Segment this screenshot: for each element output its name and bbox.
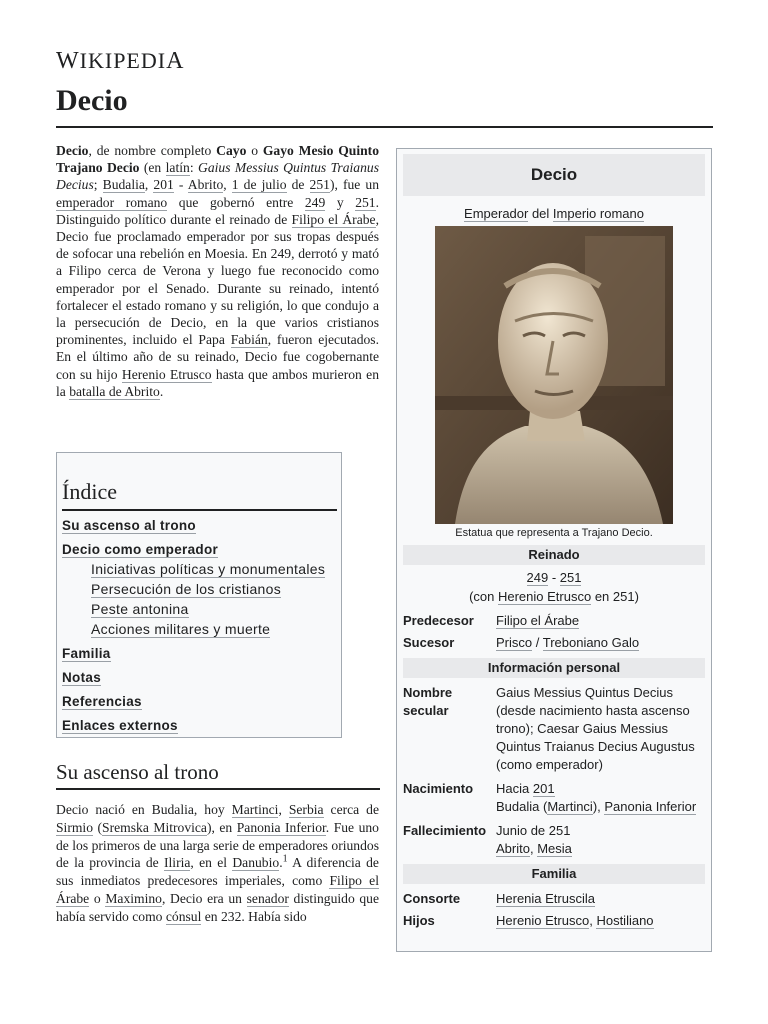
toc-subitem-label[interactable]: Iniciativas políticas y monumentales [91,561,326,577]
label-hijos: Hijos [403,913,435,928]
value-predecesor [496,612,705,630]
toc-item-label[interactable]: Su ascenso al trono [62,518,196,533]
link-251[interactable]: 251 [309,177,330,193]
toc-item-enlaces[interactable] [62,717,341,735]
bold-name: Decio [56,143,89,158]
text: : [189,160,199,176]
reinado-value [397,568,711,587]
link-martinci[interactable]: Martinci [547,799,593,814]
label-predecesor: Predecesor [403,613,474,628]
toc-subitem[interactable] [91,579,341,599]
link-imperio-romano[interactable]: Imperio romano [552,206,644,221]
toc-subitem[interactable] [91,619,341,639]
link-fabian[interactable]: Fabián [230,332,268,348]
text: A diferencia de sus inmediatos predecesores imperiales, como [56,855,379,889]
link-prisco[interactable]: Prisco [496,635,533,650]
row-hijos [403,912,705,930]
toc-item-su-ascenso[interactable] [62,517,341,535]
label-sucesor: Sucesor [403,635,455,650]
text: , [144,177,154,193]
text: en 232. Había sido [201,908,307,924]
row-predecesor [403,612,705,630]
link-herenio-etrusco[interactable]: Herenio Etrusco [497,589,592,604]
text: de [286,177,310,193]
section-paragraph [56,801,379,949]
text: o [246,143,263,158]
portrait-caption: Estatua que representa a Trajano Decio. [455,527,653,539]
link-249[interactable]: 249 [304,194,326,210]
text: Budalia ( [496,799,548,814]
link-treboniano-galo[interactable]: Treboniano Galo [542,635,640,650]
toc-subitem[interactable] [91,559,341,579]
toc-item-notas[interactable] [62,669,341,687]
toc-subitem-label[interactable]: Persecución de los cristianos [91,581,282,597]
label-consorte: Consorte [403,891,461,906]
link-249[interactable]: 249 [526,570,549,585]
link-serbia[interactable]: Serbia [288,802,324,817]
text: Junio de 251 [496,823,571,838]
table-of-contents [56,452,342,738]
link-filipo-el-arabe[interactable]: Filipo el Árabe [496,613,580,628]
bold-full-name: Gayo Mesio Quinto Trajano Decio [56,143,379,176]
text: . [279,855,283,871]
footnote-ref[interactable]: 1 [282,853,288,865]
link-panonia-inferior[interactable]: Panonia Inferior [604,799,697,814]
text: / [532,635,543,650]
infobox-title: Decio [403,154,705,196]
text: Decio nació en Budalia, hoy [56,802,232,817]
wordmark-w: W [56,48,80,74]
text: , fueron ejecutados. En el último año de su reinado, Decio fue cogobernante con su hijo [56,332,379,382]
text: . [159,383,164,399]
row-nacimiento [403,780,705,816]
text: , de nombre completo [88,143,217,158]
section-header-personal: Información personal [403,658,705,678]
toc-item-label[interactable]: Referencias [62,694,142,709]
toc-subitem[interactable] [91,599,341,619]
value-nacimiento [496,780,705,816]
text: y [325,194,356,210]
toc-title: Índice [62,479,117,504]
link-budalia[interactable]: Budalia [102,177,145,193]
value-consorte [496,890,705,908]
link-maximino[interactable]: Maximino [105,890,162,906]
text: hasta que ambos murieron en la [56,366,379,399]
text: ; [93,177,103,193]
value-fallecimiento [496,822,705,858]
text: , en el [190,855,233,871]
text: , [589,913,597,928]
link-consul[interactable]: cónsul [165,908,202,924]
link-herenio-etrusco[interactable]: Herenio Etrusco [121,366,212,382]
link-filipo-el-arabe[interactable]: Filipo el Árabe [56,873,379,906]
row-nombre-secular [403,684,705,774]
link-sirmio[interactable]: Sirmio [56,819,94,835]
portrait-image[interactable] [435,226,673,524]
infobox-subtitle [397,206,711,221]
label-nombre-secular: Nombre secular [403,685,453,718]
text: (en [139,160,166,176]
toc-sublist [62,559,341,639]
reinado-cogobernante [397,587,711,606]
value-sucesor [496,634,705,652]
text: ), [592,799,605,814]
wikipedia-wordmark[interactable] [56,48,184,75]
value-nombre-secular: Gaius Messius Quintus Decius (desde nacimiento hasta ascenso trono); Caesar Gaius Messius Quintus Traianus Decius Augustus (como emperador) [496,685,695,772]
text: - [173,177,188,193]
toc-list [57,517,341,735]
label-nacimiento: Nacimiento [403,781,474,796]
section-divider [56,788,380,790]
row-fallecimiento [403,822,705,858]
row-consorte [403,890,705,908]
link-martinci[interactable]: Martinci [231,802,279,817]
link-herenia-etruscila[interactable]: Herenia Etruscila [496,891,595,906]
title-divider [56,126,713,128]
toc-item-familia[interactable] [62,645,341,663]
value-hijos [496,912,705,930]
text: . Distinguido político durante el reinado de [56,194,379,227]
page-title: Decio [56,84,128,117]
text: ), fue un [329,177,379,193]
text: , [278,802,289,817]
lead-paragraph [56,142,379,400]
link-herenio-etrusco[interactable]: Herenio Etrusco [496,913,590,928]
text: Hacia [496,781,533,796]
toc-item-label[interactable]: Familia [62,646,111,661]
link-latin[interactable]: latín [165,160,190,176]
link-mesia[interactable]: Mesia [537,841,572,856]
text: - [548,570,560,585]
text: cerca de [323,802,379,817]
link-batalla-de-abrito[interactable]: batalla de Abrito [69,383,160,399]
text: , [223,177,232,193]
toc-subitem-label[interactable]: Acciones militares y muerte [91,621,271,637]
link-201[interactable]: 201 [153,177,174,193]
section-header-familia: Familia [403,864,705,884]
section-header-reinado: Reinado [403,545,705,565]
link-abrito[interactable]: Abrito [496,841,530,856]
link-hostiliano[interactable]: Hostiliano [596,913,654,928]
toc-item-label[interactable]: Enlaces externos [62,718,178,733]
text: , Decio era un [161,890,247,906]
link-201[interactable]: 201 [532,781,555,796]
toc-item-label[interactable]: Notas [62,670,102,685]
bold-cayo: Cayo [216,143,247,158]
link-iliria[interactable]: Iliria [164,855,191,871]
text: , [529,841,538,856]
text: del [528,206,553,221]
toc-item-referencias[interactable] [62,693,341,711]
text: , Decio fue proclamado emperador por sus tropas después de sofocar una rebelión en Moesia. En 249, derrotó y mató a Filipo cerca de Verona y luego fue reconocido como emperador por el Senado. Durante su reinado, intentó fortalecer el estado romano y su religión, lo que condujo a la persecución de Decio, en la que varios cristianos prominentes, incluido el Papa [56,211,379,348]
text: en 251) [591,589,639,604]
link-emperador[interactable]: Emperador [464,206,529,221]
link-emperador-romano[interactable]: emperador romano [56,194,168,210]
label-fallecimiento: Fallecimiento [403,823,487,838]
link-filipo-el-arabe[interactable]: Filipo el Árabe [291,211,376,227]
latin-name: Gaius Messius Quintus Traianus Decius [56,160,379,193]
text: ( [93,819,103,835]
link-panonia-inferior[interactable]: Panonia Inferior [236,819,326,835]
text: que gobernó entre [167,194,305,210]
text: ), en [206,819,237,835]
text: distinguido que había servido como [56,890,379,924]
section-heading: Su ascenso al trono [56,760,219,784]
text: . Fue uno de los primeros de una larga serie de emperadores oriundos de la provincia de [56,819,379,871]
link-danubio[interactable]: Danubio [232,855,280,871]
link-1-de-julio[interactable]: 1 de julio [231,177,287,193]
toc-divider [62,509,337,511]
wordmark-a: A [166,48,185,74]
row-sucesor [403,634,705,652]
link-abrito[interactable]: Abrito [187,177,224,193]
link-251[interactable]: 251 [355,194,376,210]
link-251[interactable]: 251 [559,570,582,585]
toc-item-label[interactable]: Decio como emperador [62,542,219,557]
link-senador[interactable]: senador [246,890,289,906]
infobox [396,148,712,952]
text: (con [469,589,498,604]
text: o [89,890,106,906]
wordmark-rest: IKIPEDI [79,48,167,73]
link-sremska-mitrovica[interactable]: Sremska Mitrovica [102,819,207,835]
toc-subitem-label[interactable]: Peste antonina [91,601,189,617]
toc-item-decio-emperador[interactable] [62,541,341,639]
